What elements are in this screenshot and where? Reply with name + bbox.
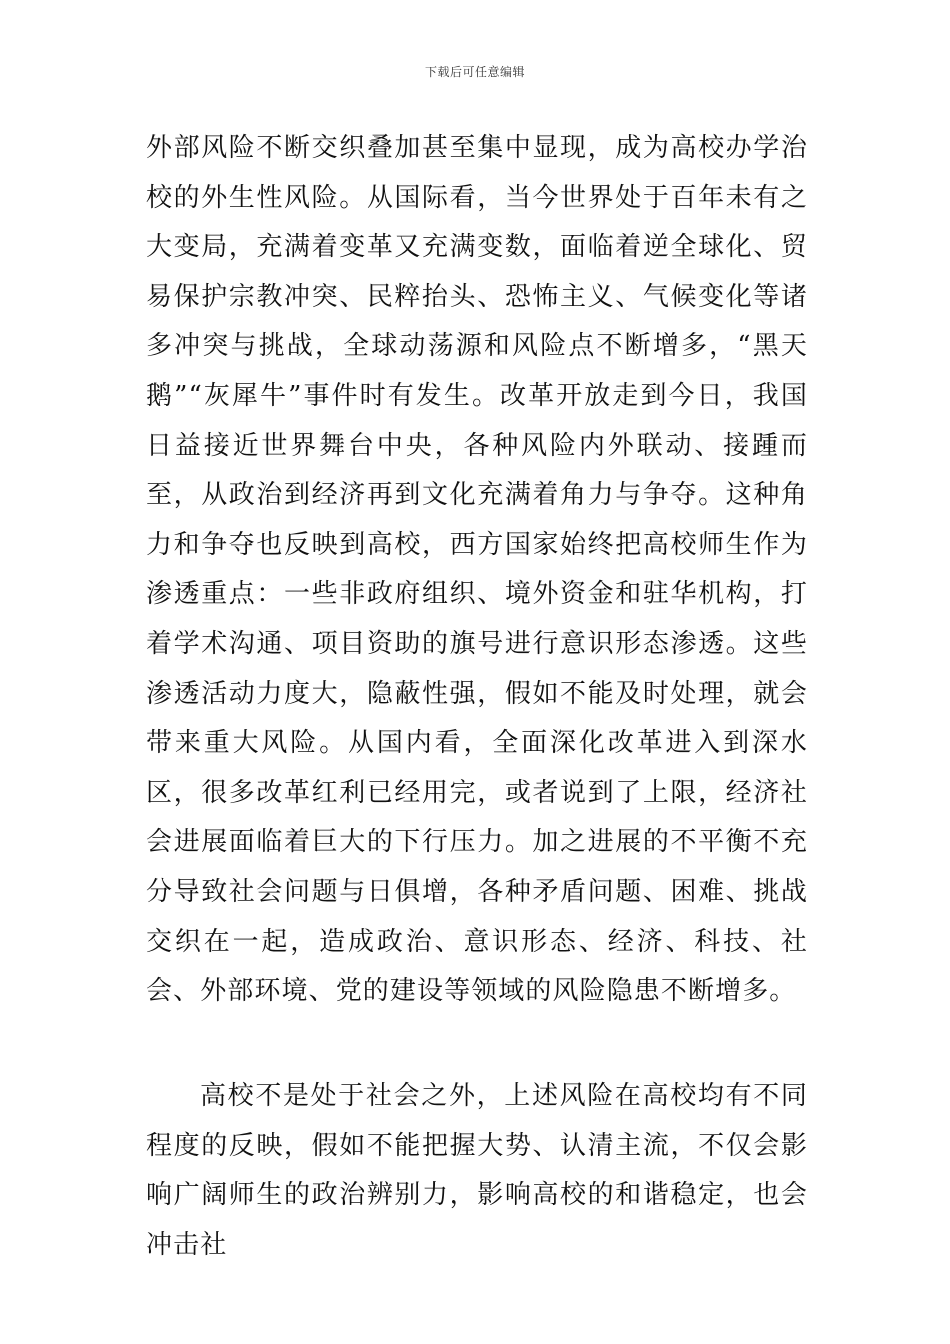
page-header: 下载后可任意编辑 bbox=[424, 65, 525, 79]
paragraph-2: 高校不是处于社会之外，上述风险在高校均有不同程度的反映，假如不能把握大势、认清主流，不仅会影响广阔师生的政治辨别力，影响高校的和谐稳定，也会冲击社 bbox=[146, 1081, 808, 1260]
paragraph-1: 外部风险不断交织叠加甚至集中显现，成为高校办学治校的外生性风险。从国际看，当今世界处于百年未有之大变局，充满着变革又充满变数，面临着逆全球化、贸易保护宗教冲突、民粹抬头、恐怖主义、气候变化等诸多冲突与挑战，全球动荡源和风险点不断增多，“黑天鹅”“灰犀牛”事件时有发生。改革开放走到今日，我国日益接近世界舞台中央，各种风险内外联动、接踵而至，从政治到经济再到文化充满着角力与争夺。这种角力和争夺也反映到高校，西方国家始终把高校师生作为渗透重点：一些非政府组织、境外资金和驻华机构，打着学术沟通、项目资助的旗号进行意识形态渗透。这些渗透活动力度大，隐蔽性强，假如不能及时处理，就会带来重大风险。从国内看，全面深化改革进入到深水区，很多改革红利已经用完，或者说到了上限，经济社会进展面临着巨大的下行压力。加之进展的不平衡不充分导致社会问题与日俱增，各种矛盾问题、困难、挑战交织在一起，造成政治、意识形态、经济、科技、社会、外部环境、党的建设等领域的风险隐患不断增多。 bbox=[146, 133, 808, 1007]
